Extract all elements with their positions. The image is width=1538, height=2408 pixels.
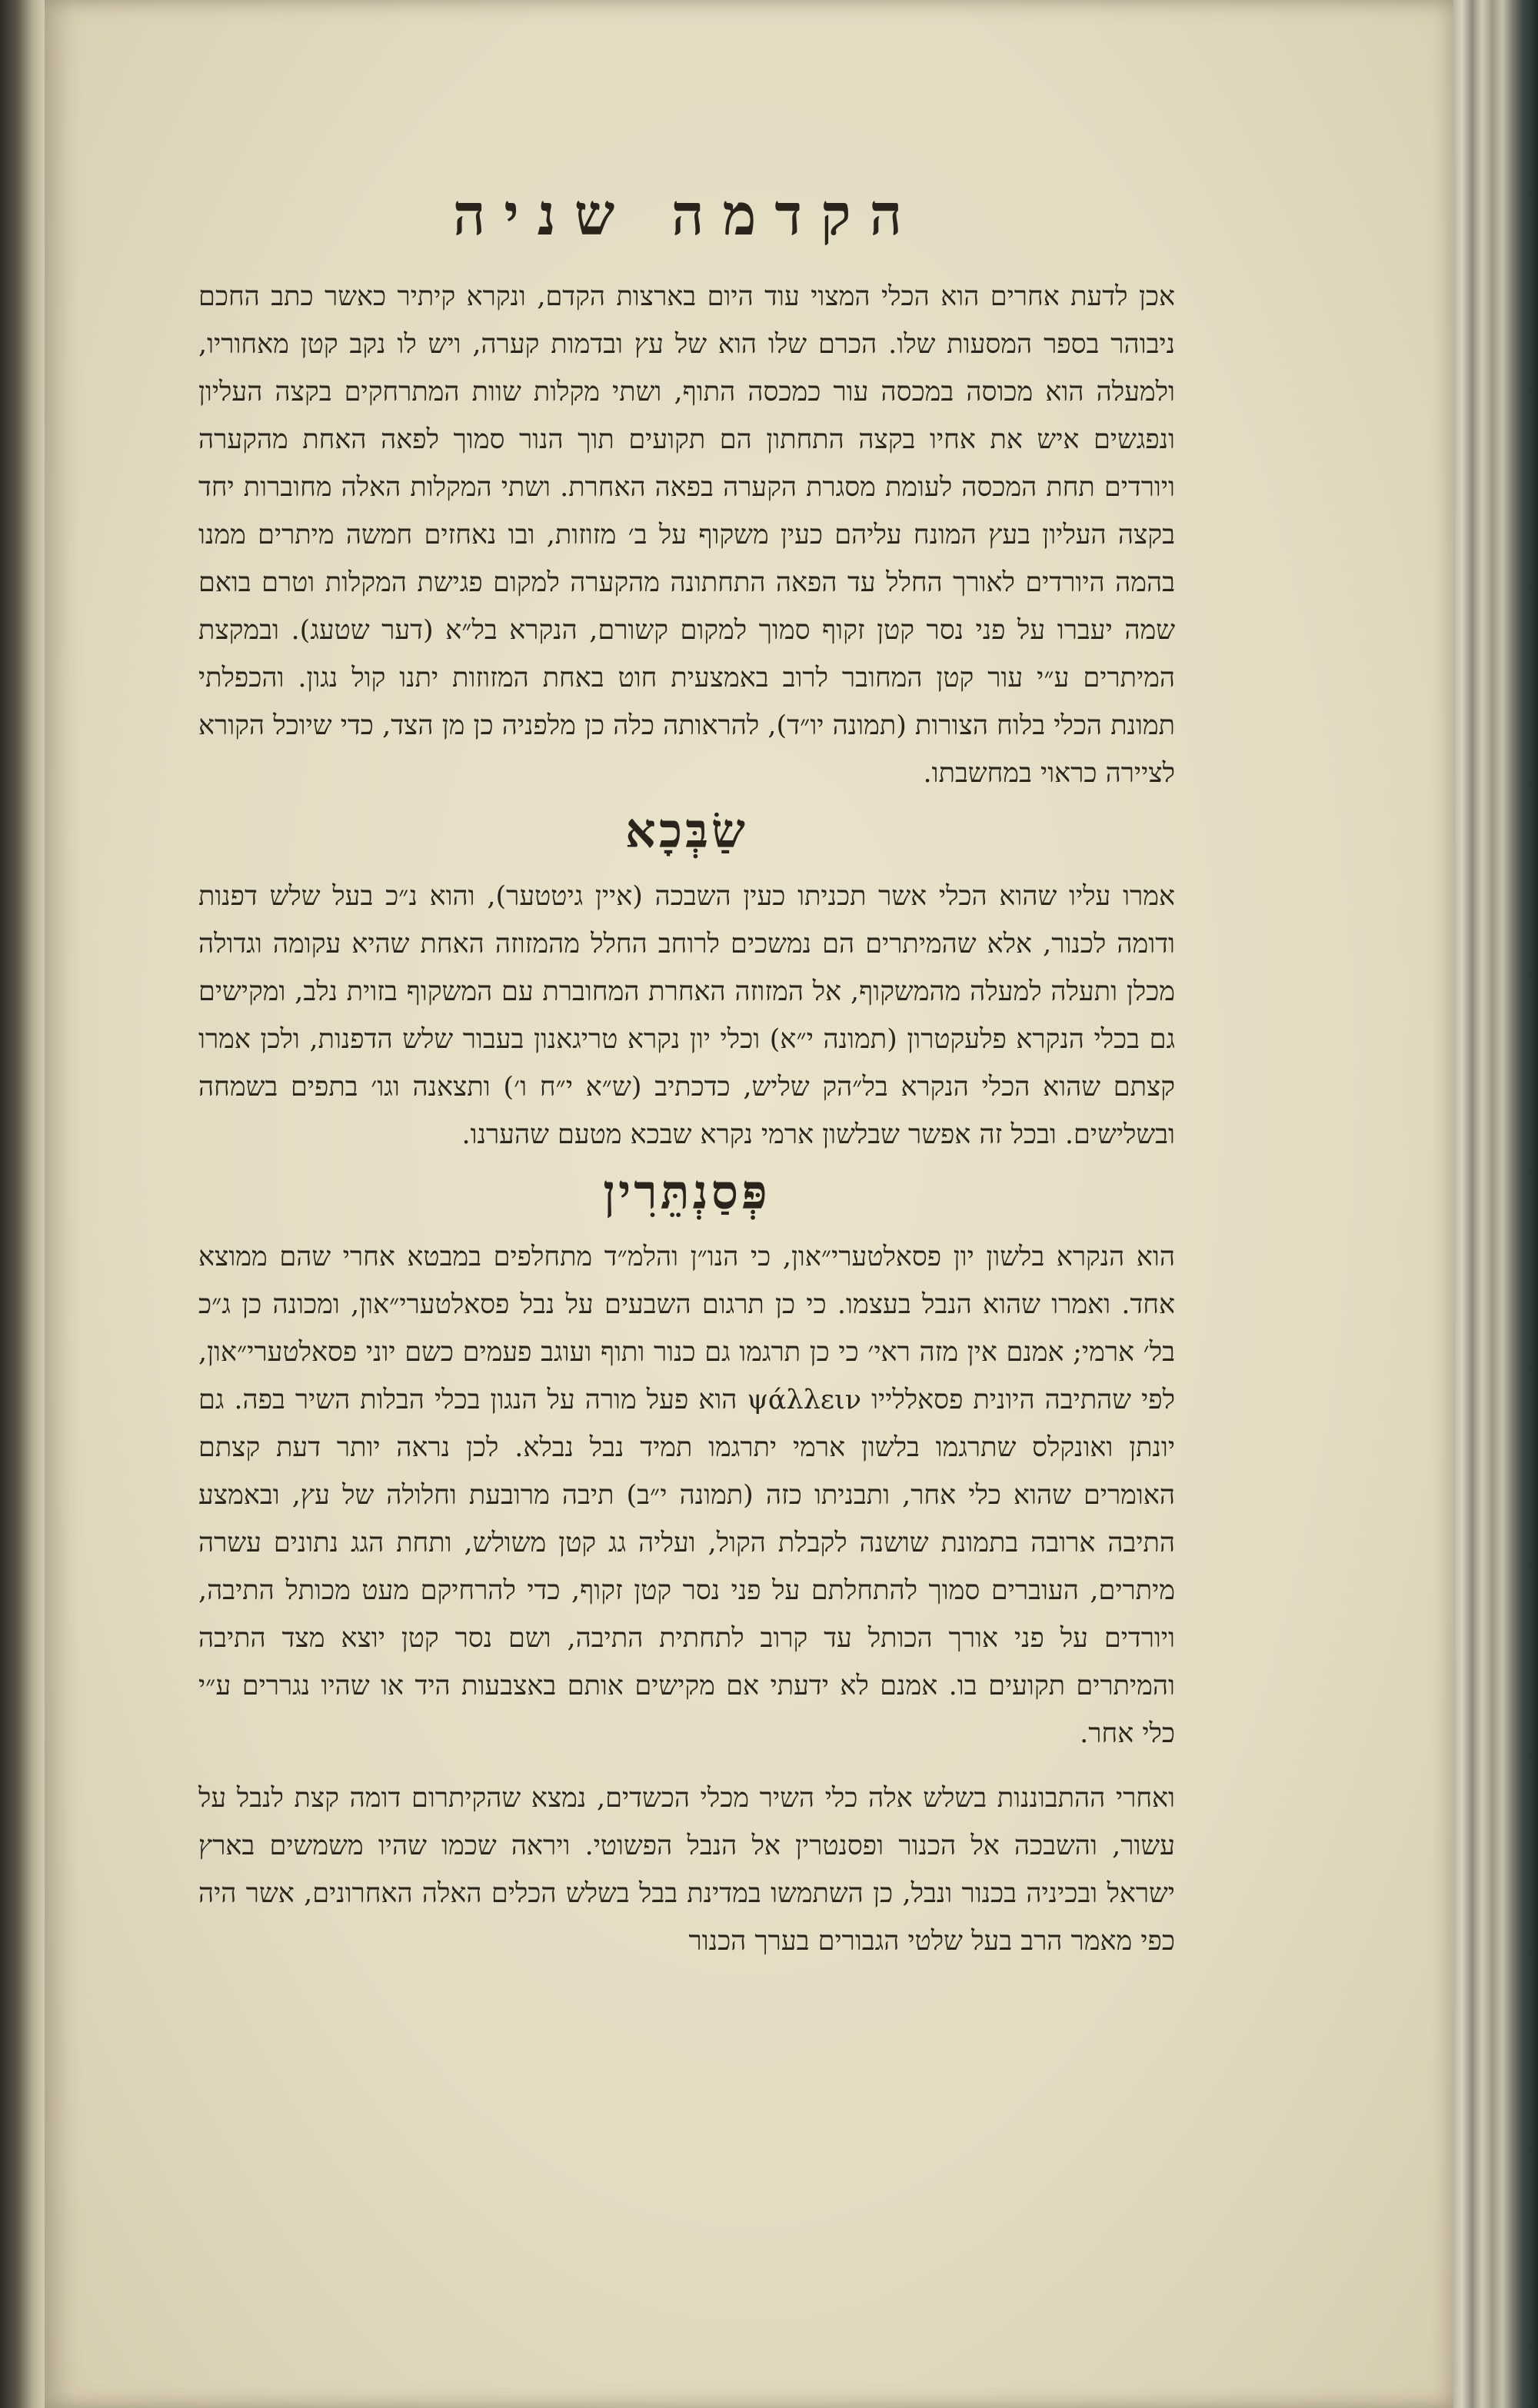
left-page-edge [0,0,48,2408]
pesanterin-paragraph: הוא הנקרא בלשון יון פסאלטערי״און, כי הנו״ן והלמ״ד מתחלפים במבטא אחרי שהם ממוצא אחד. ואמרו שהוא הנבל בעצמו. כי כן תרגום השבעים על נבל פסאלטערי״און, ומכונה כן ג״כ בל׳ ארמי; אמנם אין מזה ראי׳ כי כן תרגמו גם כנור ותוף ועוגב פעמים כשם יוני פסאלטערי״און, לפי שהתיבה היונית פסאללייו ψάλλειν הוא פעל מורה על הנגון בכלי הבלות השיר בפה. גם יונתן ואונקלס שתרגמו בלשון ארמי יתרגמו תמיד נבל נבלא. לכן נראה יותר דעת קצתם האומרים שהוא כלי אחר, ותבניתו כזה (תמונה י״ב) תיבה מרובעת וחלולה של עץ, ובאמצע התיבה ארובה בתמונת שושנה לקבלת הקול, ועליה גג קטן משולש, ותחת הגג נתונים עשרה מיתרים, העוברים סמוך להתחלתם על פני נסר קטן זקוף, כדי להרחיקם מעט מכותל התיבה, ויורדים על פני אורך הכותל עד קרוב לתחתית התיבה, ושם נסר קטן יוצא מצד התיבה והמיתרים תקועים בו. אמנם לא ידעתי אם מקישים אותם באצבעות היד או שהיו נגררים ע״י כלי אחר. [198,1241,1176,1749]
intro-paragraph: אכן לדעת אחרים הוא הכלי המצוי עוד היום בארצות הקדם, ונקרא קיתיר כאשר כתב החכם ניבוהר בספר המסעות שלו. הכרם שלו הוא של עץ ובדמות קערה, ויש לו נקב קטן מאחוריו, ולמעלה הוא מכוסה במכסה עור כמכסה התוף, ושתי מקלות שוות המתרחקים בקצה העליון ונפגשים איש את אחיו בקצה התחתון הם תקועים תוך הנור סמוך לפאה האחת מהקערה ויורדים תחת המכסה לעומת מסגרת הקערה בפאה האחרת. ושתי המקלות האלה מחוברות יחד בקצה העליון בעץ המונח עליהם כעין משקוף על ב׳ מזוזות, ובו נאחזים חמשה מיתרים ממנו בהמה היורדים לאורך החלל עד הפאה התחתונה מהקערה למקום פגישת המקלות וטרם בואם שמה יעברו על פני נסר קטן זקוף סמוך למקום קשורם, הנקרא בל״א (דער שטעג). ובמקצת המיתרים ע״י עור קטן המחובר לרוב באמצעית חוט באחת המזוזות יתנו קול נגון. והכפלתי תמונת הכלי בלוח הצורות (תמונה יו״ד), להראותה כלה כן מלפניה כן מן הצד, כדי שיוכל הקורא לציירה כראוי במחשבתו. [198,281,1175,790]
section-heading-pesanterin: פְּסַנְתֵּרִין [603,1163,771,1220]
text-block [198,161,1175,1965]
book-edge-pages [1453,0,1538,2408]
section-heading-sabbekha: שַׂבְּכָא [625,803,748,860]
page-header: הקדמה שניה [452,182,921,248]
book-page [45,0,1453,2408]
sabbekha-paragraph: אמרו עליו שהוא הכלי אשר תכניתו כעין השבכה (איין גיטטער), והוא נ״כ בעל שלש דפנות ודומה לכנור, אלא שהמיתרים הם נמשכים לרוחב החלל מהמזוזה האחת שהיא עקומה וגדולה מכלן ותעלה למעלה מהמשקוף, אל המזוזה האחרת המחוברת עם המשקוף בזוית נלב, ומקישים גם בכלי הנקרא פלעקטרון (תמונה י״א) וכלי יון נקרא טריגאנון בעבור שלש הדפנות, ולכן אמרו קצתם שהוא הכלי הנקרא בל״הק שליש, כדכתיב (ש״א י״ח ו׳) ותצאנה וגו׳ בתפים בשמחה ובשלישים. ובכל זה אפשר שבלשון ארמי נקרא שבכא מטעם שהערנו. [198,880,1175,1150]
closing-paragraph: ואחרי ההתבוננות בשלש אלה כלי השיר מכלי הכשדים, נמצא שהקיתרום דומה קצת לנבל על עשור, והשבכה אל הכנור ופסנטרין אל הנבל הפשוטי. ויראה שכמו שהיו משמשים בארץ ישראל ובכיניה בכנור ונבל, כן השתמשו במדינת בבל בשלש הכלים האלה האחרונים, אשר היה כפי מאמר הרב בעל שלטי הגבורים בערך הכנור [198,1782,1175,1957]
